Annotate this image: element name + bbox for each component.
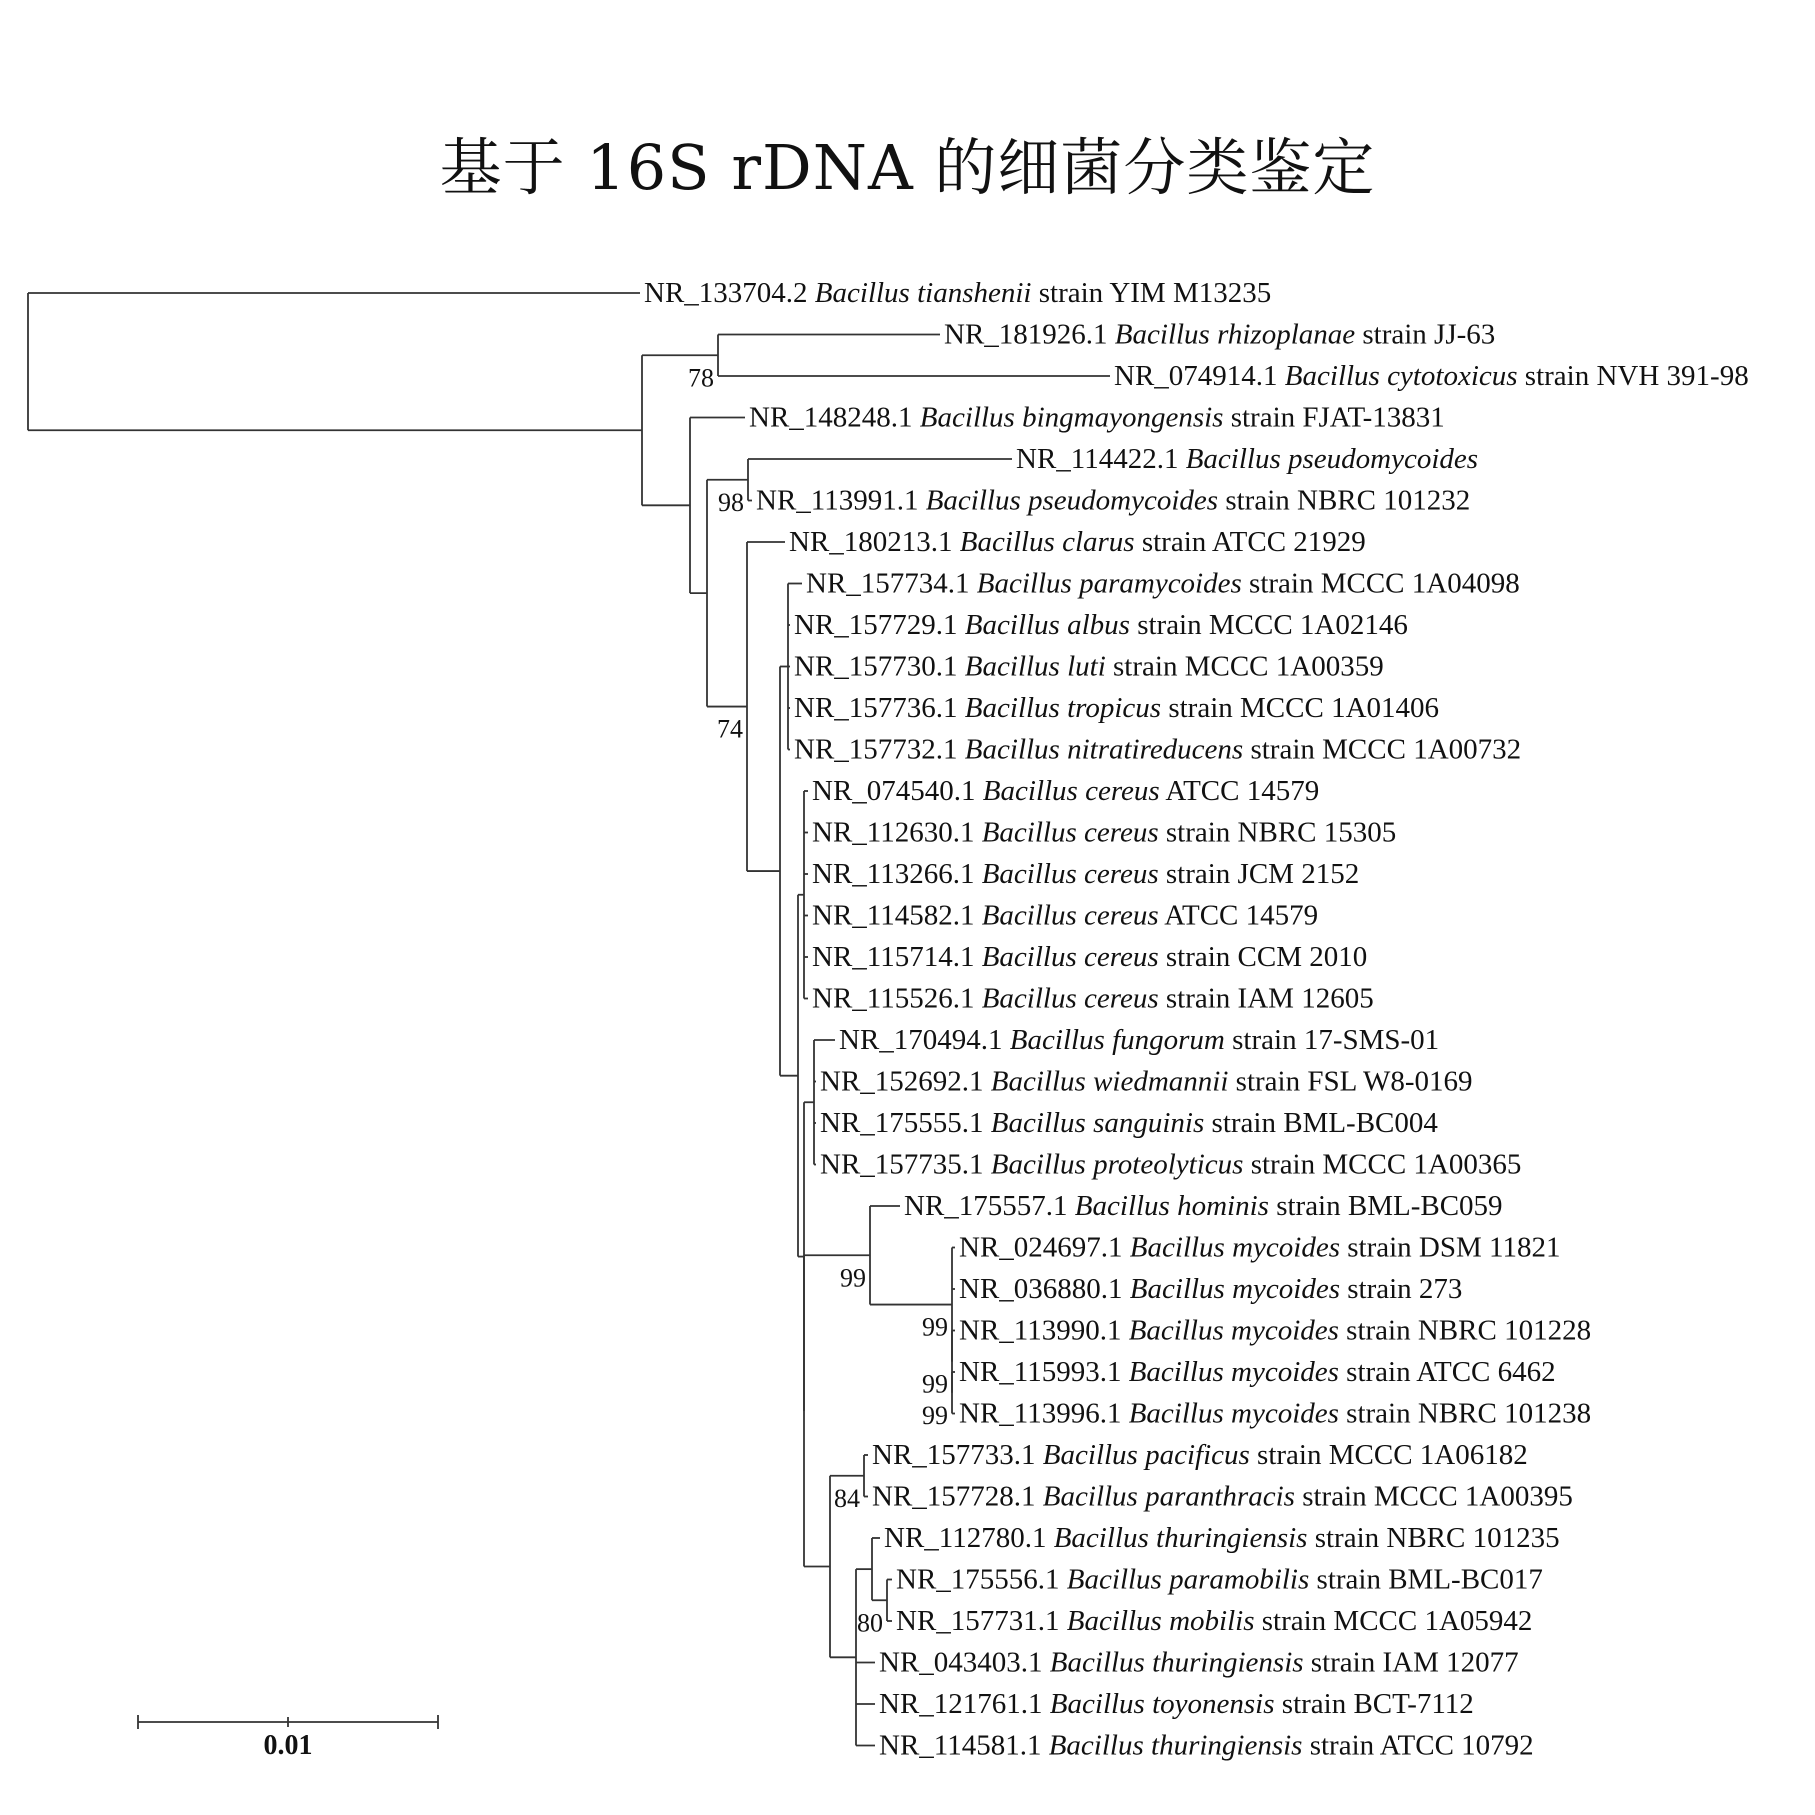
leaf-species: Bacillus toyonensis [1049, 1688, 1275, 1720]
bootstrap-value: 98 [718, 487, 744, 517]
bootstrap-value: 99 [922, 1369, 948, 1399]
leaf-label [820, 1107, 1438, 1139]
leaf-labels [644, 277, 1749, 1762]
leaf-accession: NR_114422.1 [1016, 443, 1186, 475]
leaf-accession: NR_074914.1 [1114, 360, 1285, 392]
leaf-accession: NR_157730.1 [794, 650, 965, 683]
leaf-species: Bacillus paramobilis [1066, 1563, 1310, 1596]
leaf-species: Bacillus sanguinis [990, 1107, 1205, 1139]
leaf-species: Bacillus pacificus [1042, 1439, 1250, 1471]
leaf-species: Bacillus luti [964, 650, 1106, 683]
leaf-strain: strain DSM 11821 [1340, 1231, 1561, 1264]
leaf-species: Bacillus cereus [982, 775, 1160, 807]
leaf-strain: strain MCCC 1A06182 [1249, 1439, 1528, 1471]
leaf-strain: strain CCM 2010 [1158, 941, 1368, 973]
leaf-species: Bacillus albus [964, 609, 1130, 641]
leaf-strain: strain YIM M13235 [1031, 277, 1272, 309]
scale-bar-label: 0.01 [263, 1730, 313, 1761]
leaf-strain: strain 273 [1340, 1273, 1463, 1305]
leaf-species: Bacillus tianshenii [814, 277, 1032, 309]
leaf-species: Bacillus mycoides [1129, 1273, 1340, 1305]
leaf-strain: strain NBRC 101232 [1218, 484, 1471, 517]
leaf-label [812, 983, 1374, 1015]
leaf-label [839, 1024, 1439, 1056]
leaf-accession: NR_175556.1 [896, 1563, 1067, 1596]
leaf-strain: strain MCCC 1A05942 [1254, 1605, 1533, 1637]
leaf-accession: NR_112630.1 [812, 816, 982, 849]
leaf-strain: strain 17-SMS-01 [1224, 1024, 1440, 1056]
leaf-accession: NR_133704.2 [644, 277, 815, 309]
leaf-accession: NR_148248.1 [749, 401, 920, 434]
leaf-strain: strain MCCC 1A02146 [1129, 609, 1408, 641]
leaf-accession: NR_157736.1 [794, 692, 965, 724]
leaf-accession: NR_115993.1 [959, 1356, 1129, 1388]
leaf-accession: NR_024697.1 [959, 1231, 1130, 1264]
leaf-label [806, 568, 1520, 600]
leaf-label [794, 609, 1408, 641]
leaf-label [959, 1315, 1591, 1347]
bootstrap-value: 78 [688, 363, 714, 393]
leaf-label [644, 277, 1271, 309]
leaf-strain: ATCC 14579 [1158, 899, 1319, 932]
leaf-strain: strain MCCC 1A00365 [1243, 1148, 1522, 1181]
leaf-species: Bacillus mobilis [1066, 1605, 1255, 1637]
leaf-label [794, 692, 1439, 724]
leaf-strain: strain ATCC 21929 [1134, 526, 1366, 558]
leaf-label [789, 526, 1366, 558]
leaf-label [872, 1439, 1528, 1471]
scale-bar [138, 1715, 438, 1761]
leaf-accession: NR_114582.1 [812, 899, 982, 932]
leaf-label [904, 1190, 1503, 1222]
leaf-species: Bacillus mycoides [1128, 1314, 1339, 1347]
leaf-label [944, 319, 1495, 351]
leaf-label [812, 817, 1396, 849]
leaf-strain: strain FJAT-13831 [1223, 401, 1445, 434]
leaf-species: Bacillus cereus [981, 816, 1159, 849]
leaf-species: Bacillus clarus [959, 526, 1135, 558]
leaf-accession: NR_114581.1 [879, 1729, 1049, 1762]
leaf-strain: strain JJ-63 [1355, 318, 1496, 351]
leaf-strain: strain MCCC 1A04098 [1241, 567, 1520, 600]
leaf-label [896, 1564, 1543, 1596]
leaf-label [896, 1605, 1532, 1637]
leaf-strain: strain BML-BC017 [1309, 1563, 1543, 1596]
leaf-strain: strain NVH 391-98 [1517, 360, 1749, 392]
leaf-species: Bacillus cereus [981, 899, 1159, 932]
leaf-accession: NR_157729.1 [794, 609, 965, 641]
leaf-label [959, 1273, 1462, 1305]
leaf-species: Bacillus thuringiensis [1053, 1522, 1308, 1554]
leaf-accession: NR_112780.1 [884, 1522, 1054, 1554]
leaf-accession: NR_157733.1 [872, 1439, 1043, 1471]
leaf-label [812, 858, 1359, 890]
leaf-accession: NR_157732.1 [794, 733, 965, 766]
leaf-accession: NR_121761.1 [879, 1688, 1050, 1720]
leaf-species: Bacillus cereus [981, 982, 1159, 1015]
leaf-label [879, 1730, 1534, 1762]
leaf-strain: ATCC 14579 [1159, 775, 1320, 807]
leaf-species: Bacillus pseudomycoides [925, 484, 1219, 517]
leaf-accession: NR_157731.1 [896, 1605, 1067, 1637]
leaf-species: Bacillus rhizoplanae [1114, 318, 1356, 351]
leaf-accession: NR_157728.1 [872, 1480, 1043, 1513]
leaf-label [812, 775, 1319, 807]
leaf-strain: strain MCCC 1A01406 [1161, 692, 1440, 724]
leaf-strain: strain MCCC 1A00395 [1294, 1480, 1573, 1513]
leaf-species: Bacillus thuringiensis [1048, 1729, 1303, 1762]
leaf-species: Bacillus mycoides [1128, 1356, 1339, 1388]
leaf-label [794, 734, 1521, 766]
leaf-strain: strain NBRC 101235 [1307, 1522, 1560, 1554]
leaf-label [820, 1149, 1521, 1181]
leaf-strain: strain ATCC 6462 [1338, 1356, 1556, 1388]
leaf-label [884, 1522, 1560, 1554]
leaf-label [1114, 360, 1749, 392]
leaf-species: Bacillus fungorum [1009, 1024, 1225, 1056]
leaf-species: Bacillus bingmayongensis [919, 401, 1224, 434]
leaf-accession: NR_157734.1 [806, 567, 977, 600]
leaf-label [756, 485, 1470, 517]
leaf-strain: strain NBRC 101228 [1338, 1314, 1592, 1347]
leaf-strain: strain MCCC 1A00359 [1105, 650, 1384, 683]
leaf-label [812, 900, 1318, 932]
leaf-label [959, 1356, 1556, 1388]
leaf-label [872, 1481, 1573, 1513]
leaf-accession: NR_113996.1 [959, 1397, 1129, 1430]
leaf-accession: NR_043403.1 [879, 1646, 1050, 1679]
leaf-species: Bacillus cytotoxicus [1284, 360, 1518, 392]
bootstrap-value: 99 [922, 1312, 948, 1342]
leaf-label [879, 1647, 1519, 1679]
leaf-accession: NR_157735.1 [820, 1148, 991, 1181]
leaf-accession: NR_074540.1 [812, 775, 983, 807]
leaf-strain: strain BML-BC004 [1204, 1107, 1438, 1139]
leaf-label [879, 1688, 1474, 1720]
leaf-species: Bacillus nitratireducens [964, 733, 1244, 766]
leaf-accession: NR_152692.1 [820, 1065, 991, 1098]
leaf-species: Bacillus pseudomycoides [1185, 443, 1479, 475]
leaf-accession: NR_175555.1 [820, 1107, 991, 1139]
leaf-species: Bacillus wiedmannii [990, 1065, 1229, 1098]
leaf-strain: strain NBRC 15305 [1158, 816, 1397, 849]
leaf-species: Bacillus cereus [981, 858, 1159, 890]
leaf-label [812, 941, 1367, 973]
leaf-species: Bacillus paramycoides [976, 567, 1242, 600]
bootstrap-value: 84 [834, 1483, 860, 1513]
leaf-strain: strain JCM 2152 [1158, 858, 1360, 890]
leaf-accession: NR_113991.1 [756, 484, 926, 517]
leaf-label [749, 402, 1445, 434]
leaf-strain: strain IAM 12077 [1303, 1646, 1519, 1679]
leaf-label [794, 651, 1384, 683]
leaf-accession: NR_113266.1 [812, 858, 982, 890]
leaf-species: Bacillus tropicus [964, 692, 1162, 724]
leaf-species: Bacillus thuringiensis [1049, 1646, 1304, 1679]
bootstrap-value: 99 [840, 1263, 866, 1293]
bootstrap-value: 80 [857, 1608, 883, 1638]
leaf-species: Bacillus cereus [981, 941, 1159, 973]
leaf-strain: strain NBRC 101238 [1338, 1397, 1592, 1430]
leaf-species: Bacillus paranthracis [1042, 1480, 1295, 1513]
leaf-strain: strain IAM 12605 [1158, 982, 1374, 1015]
leaf-accession: NR_113990.1 [959, 1314, 1129, 1347]
leaf-species: Bacillus proteolyticus [990, 1148, 1244, 1181]
leaf-strain: strain ATCC 10792 [1302, 1729, 1534, 1762]
leaf-species: Bacillus mycoides [1129, 1231, 1340, 1264]
leaf-label [959, 1398, 1591, 1430]
leaf-species: Bacillus hominis [1074, 1190, 1269, 1222]
leaf-accession: NR_175557.1 [904, 1190, 1075, 1222]
leaf-strain: strain FSL W8-0169 [1228, 1065, 1473, 1098]
figure-title: 基于 16S rDNA 的细菌分类鉴定 [439, 131, 1376, 204]
leaf-accession: NR_115714.1 [812, 941, 982, 973]
leaf-label [959, 1232, 1560, 1264]
leaf-strain: strain BML-BC059 [1268, 1190, 1503, 1222]
leaf-species: Bacillus mycoides [1128, 1397, 1339, 1430]
leaf-accession: NR_180213.1 [789, 526, 960, 558]
leaf-accession: NR_181926.1 [944, 318, 1115, 351]
leaf-label [1016, 443, 1478, 475]
leaf-accession: NR_170494.1 [839, 1024, 1010, 1056]
leaf-strain: strain MCCC 1A00732 [1243, 733, 1522, 766]
leaf-strain: strain BCT-7112 [1274, 1688, 1474, 1720]
leaf-accession: NR_115526.1 [812, 982, 982, 1015]
leaf-label [820, 1066, 1473, 1098]
bootstrap-value: 99 [922, 1400, 948, 1430]
leaf-accession: NR_036880.1 [959, 1273, 1130, 1305]
bootstrap-value: 74 [717, 714, 743, 744]
